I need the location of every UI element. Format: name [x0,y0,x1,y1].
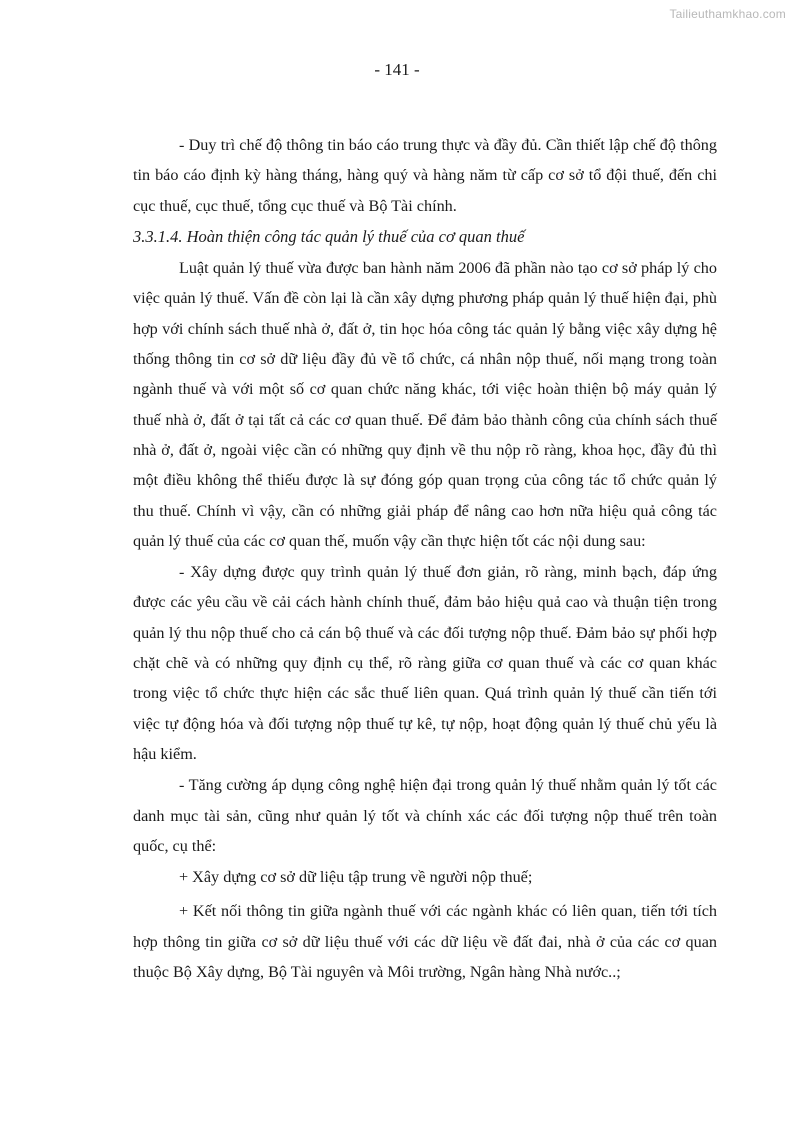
paragraph-tax-procedure: - Xây dựng được quy trình quản lý thuế đơn giản, rõ ràng, minh bạch, đáp ứng được các yêu cầu về cải cách hành chính thuế, đảm bảo hiệu quả cao và thuận tiện trong quản lý thu nộp thuế cho cả cán bộ thuế và các đối tượng nộp thuế. Đảm bảo sự phối hợp chặt chẽ và có những quy định cụ thể, rõ ràng giữa cơ quan thuế và các cơ quan khác trong việc tổ chức thực hiện các sắc thuế liên quan. Quá trình quản lý thuế cần tiến tới việc tự động hóa và đối tượng nộp thuế tự kê, tự nộp, hoạt động quản lý thuế chủ yếu là hậu kiểm. [133,563,717,763]
document-body [133,130,717,988]
paragraph-tax-law: Luật quản lý thuế vừa được ban hành năm 2006 đã phần nào tạo cơ sở pháp lý cho việc quản lý thuế. Vấn đề còn lại là cần xây dựng phương pháp quản lý thuế hiện đại, phù hợp với chính sách thuế nhà ở, đất ở, tin học hóa công tác quản lý bằng việc xây dựng hệ thống thông tin cơ sở dữ liệu đầy đủ về tổ chức, cá nhân nộp thuế, nối mạng trong toàn ngành thuế và với một số cơ quan chức năng khác, tới việc hoàn thiện bộ máy quản lý thuế nhà ở, đất ở tại tất cả các cơ quan thuế. Để đảm bảo thành công của chính sách thuế nhà ở, đất ở, ngoài việc cần có những quy định về thu nộp rõ ràng, khoa học, đầy đủ thì một điều không thể thiếu được là sự đóng góp quan trọng của công tác tổ chức quản lý thu thuế. Chính vì vậy, cần có những giải pháp để nâng cao hơn nữa hiệu quả công tác quản lý thuế của các cơ quan thế, muốn vậy cần thực hiện tốt các nội dung sau: [133,259,717,550]
paragraph-connection: + Kết nối thông tin giữa ngành thuế với các ngành khác có liên quan, tiến tới tích hợp thông tin giữa cơ sở dữ liệu thuế với các dữ liệu về đất đai, nhà ở của các cơ quan thuộc Bộ Xây dựng, Bộ Tài nguyên và Môi trường, Ngân hàng Nhà nước..; [133,902,717,982]
section-heading: 3.3.1.4. Hoàn thiện công tác quản lý thuế của cơ quan thuế [133,226,525,246]
watermark: Tailieuthamkhao.com [669,7,786,21]
paragraph-reporting: - Duy trì chế độ thông tin báo cáo trung thực và đầy đủ. Cần thiết lập chế độ thông tin báo cáo định kỳ hàng tháng, hàng quý và hàng năm từ cấp cơ sở tổ đội thuế, đến chi cục thuế, cục thuế, tổng cục thuế và Bộ Tài chính. [133,136,717,215]
paragraph-technology: - Tăng cường áp dụng công nghệ hiện đại trong quản lý thuế nhằm quản lý tốt các danh mục tài sản, cũng như quản lý tốt và chính xác các đối tượng nộp thuế trên toàn quốc, cụ thể: [133,776,717,855]
paragraph-database: + Xây dựng cơ sở dữ liệu tập trung về người nộp thuế; [179,868,533,887]
page-number: - 141 - [374,60,420,79]
